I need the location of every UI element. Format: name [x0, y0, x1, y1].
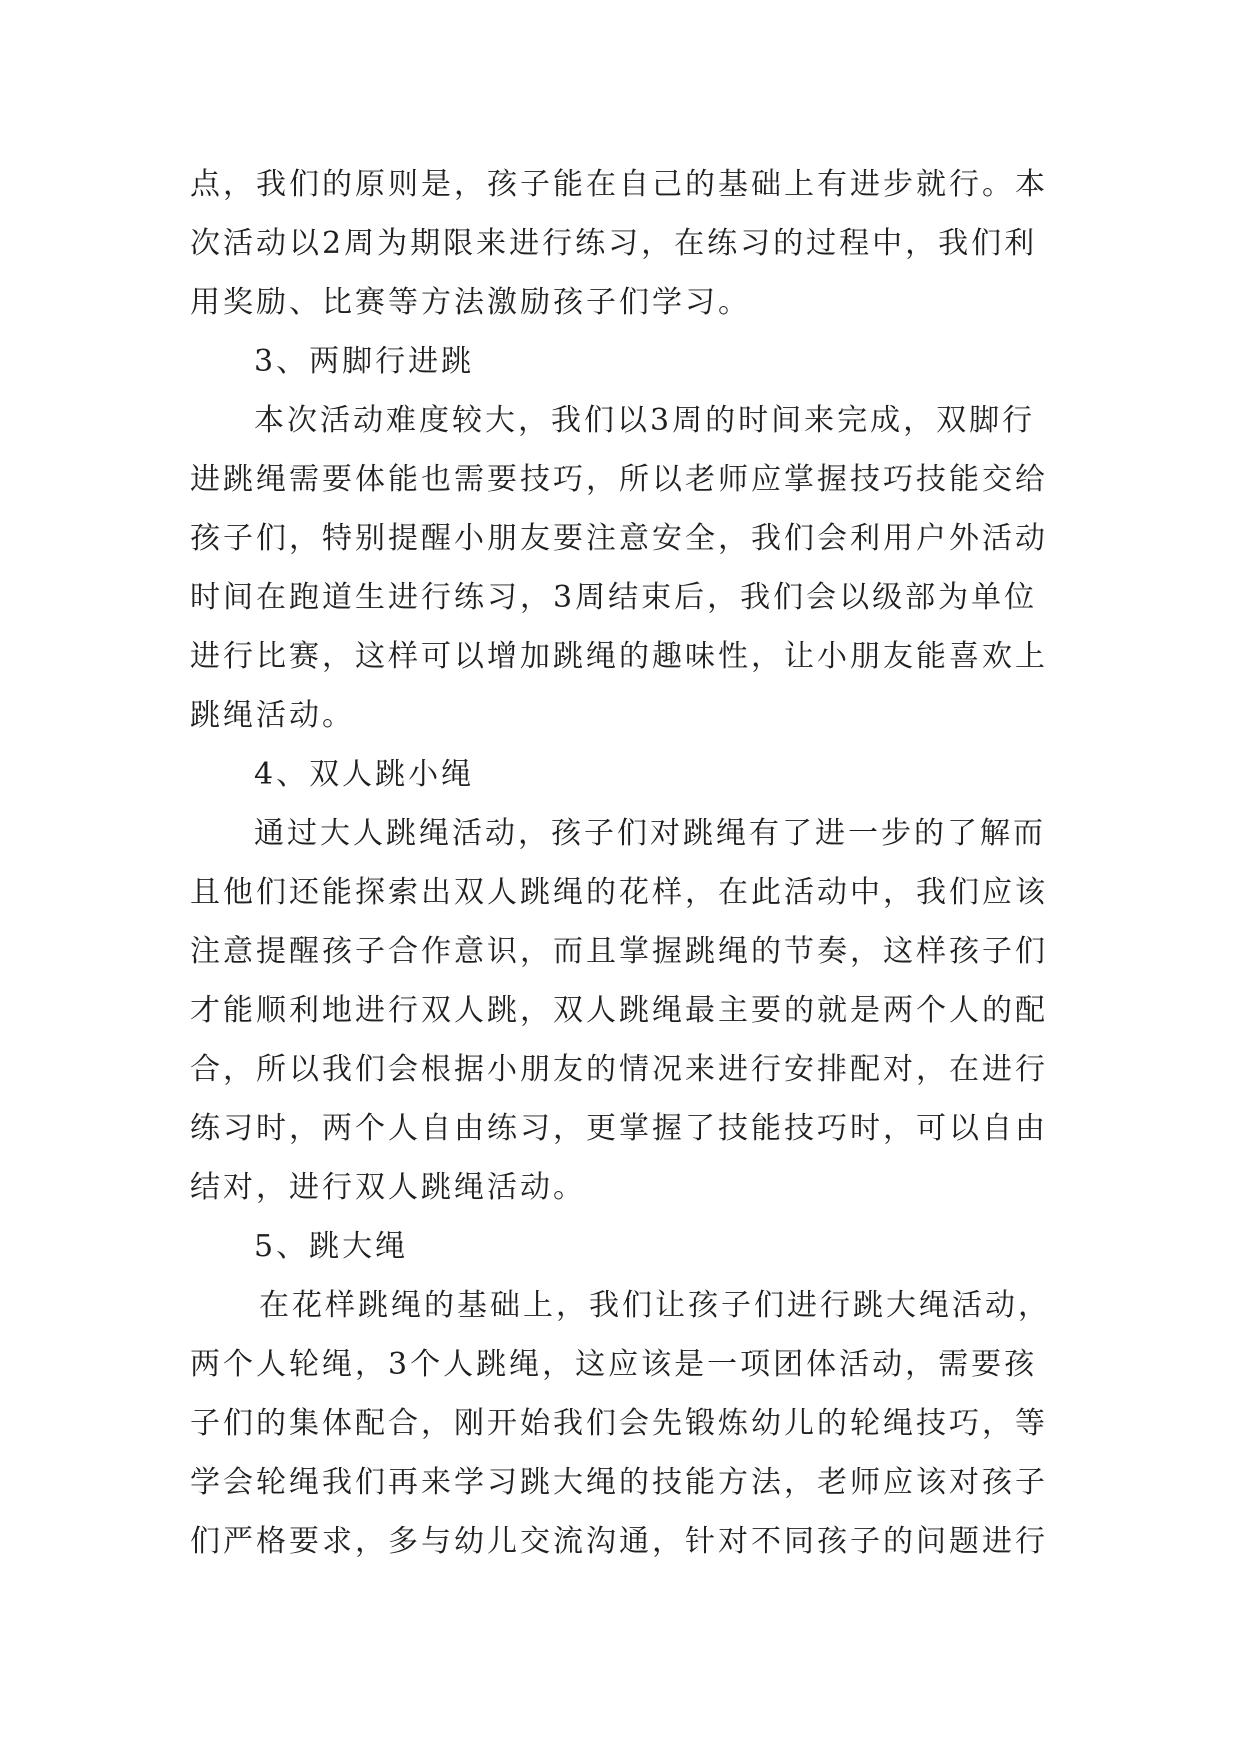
paragraph-line: 结对，进行双人跳绳活动。 [190, 1170, 586, 1205]
paragraph-line: 用奖励、比赛等方法激励孩子们学习。 [190, 285, 751, 320]
paragraph-line: 们严格要求，多与幼儿交流沟通，针对不同孩子的问题进行 [190, 1524, 1048, 1559]
paragraph-line: 且他们还能探索出双人跳绳的花样，在此活动中，我们应该 [190, 875, 1048, 910]
paragraph-line: 才能顺利地进行双人跳，双人跳绳最主要的就是两个人的配 [190, 993, 1048, 1028]
paragraph-line: 点，我们的原则是，孩子能在自己的基础上有进步就行。本 [190, 167, 1048, 202]
paragraph-line: 通过大人跳绳活动，孩子们对跳绳有了进一步的了解而 [254, 816, 1046, 851]
section-heading: 3、两脚行进跳 [254, 344, 475, 379]
paragraph-line: 次活动以2周为期限来进行练习，在练习的过程中，我们利 [190, 226, 1038, 261]
section-heading: 5、跳大绳 [254, 1229, 409, 1264]
paragraph-line: 进跳绳需要体能也需要技巧，所以老师应掌握技巧技能交给 [190, 462, 1048, 497]
paragraph-line: 子们的集体配合，刚开始我们会先锻炼幼儿的轮绳技巧，等 [190, 1406, 1048, 1441]
paragraph-line: 进行比赛，这样可以增加跳绳的趣味性，让小朋友能喜欢上 [190, 639, 1048, 674]
paragraph-line: 孩子们，特别提醒小朋友要注意安全，我们会利用户外活动 [190, 521, 1048, 556]
section-heading: 4、双人跳小绳 [254, 757, 475, 792]
paragraph-line: 时间在跑道生进行练习，3周结束后，我们会以级部为单位 [190, 580, 1038, 615]
paragraph-line: 练习时，两个人自由练习，更掌握了技能技巧时，可以自由 [190, 1111, 1048, 1146]
paragraph-line: 本次活动难度较大，我们以3周的时间来完成，双脚行 [254, 403, 1036, 438]
paragraph-line: 跳绳活动。 [190, 698, 355, 733]
paragraph-line: 两个人轮绳，3个人跳绳，这应该是一项团体活动，需要孩 [190, 1347, 1038, 1382]
paragraph-line: 学会轮绳我们再来学习跳大绳的技能方法，老师应该对孩子 [190, 1465, 1048, 1500]
paragraph-line: 在花样跳绳的基础上，我们让孩子们进行跳大绳活动， [259, 1288, 1051, 1323]
paragraph-line: 注意提醒孩子合作意识，而且掌握跳绳的节奏，这样孩子们 [190, 934, 1048, 969]
paragraph-line: 合，所以我们会根据小朋友的情况来进行安排配对，在进行 [190, 1052, 1048, 1087]
